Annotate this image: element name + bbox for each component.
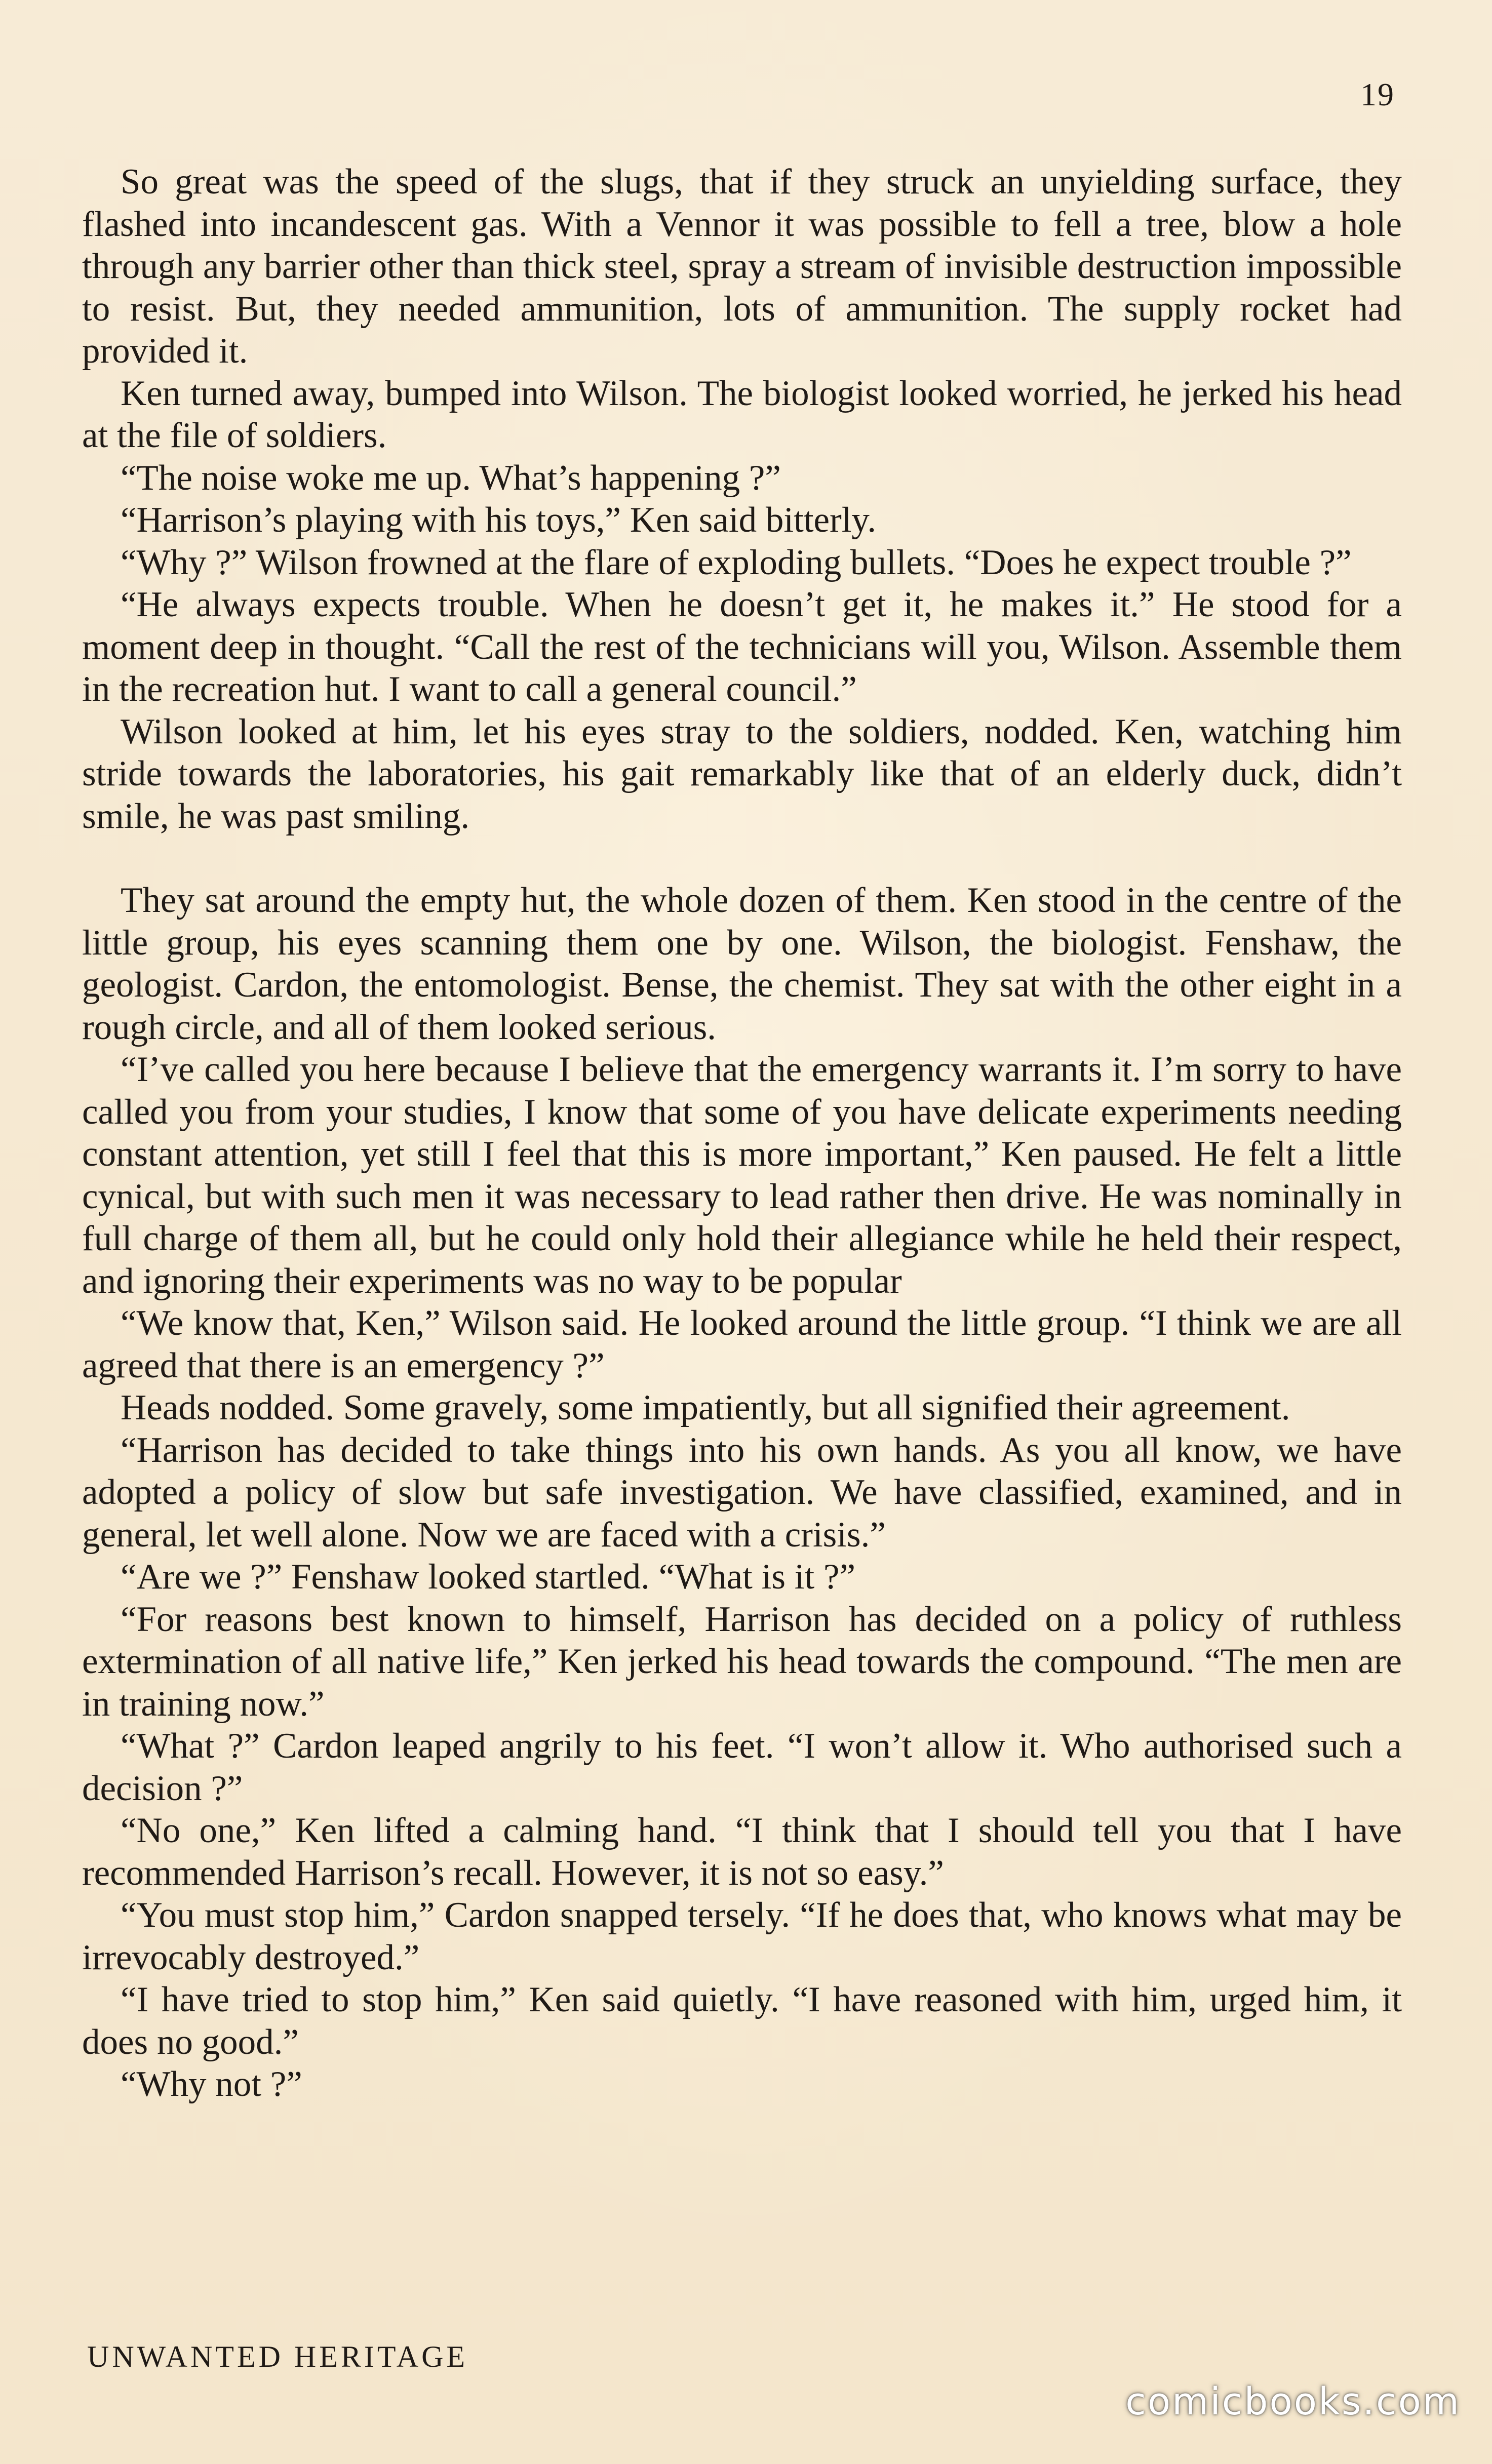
paragraph: “He always expects trouble. When he doesn’t get it, he makes it.” He stood for a moment deep in thought. “Call the rest of the technicians will you, Wilson. Assemble them in the recreation hut. I want to call a general council.” — [82, 585, 1402, 709]
paragraph: “The noise woke me up. What’s happening ?” — [121, 458, 781, 498]
paragraph: “You must stop him,” Cardon snapped tersely. “If he does that, who knows what may be irrevocably destroyed.” — [82, 1895, 1402, 1977]
paragraph: So great was the speed of the slugs, that if they struck an unyielding surface, they flashed into incandescent gas. With a Vennor it was possible to fell a tree, blow a hole through any barrier other than thick steel, spray a stream of invisible destruction impossible to resist. But, they needed ammunition, lots of ammunition. The supply rocket had provided it. — [82, 162, 1402, 371]
paragraph: “Harrison has decided to take things into his own hands. As you all know, we have adopted a policy of slow but safe investigation. We have classified, examined, and in general, let well alone. Now we are faced with a crisis.” — [82, 1430, 1402, 1555]
page-number: 19 — [1360, 76, 1395, 112]
paragraph: “No one,” Ken lifted a calming hand. “I think that I should tell you that I have recommended Harrison’s recall. However, it is not so easy.” — [82, 1811, 1402, 1893]
paragraph: Wilson looked at him, let his eyes stray to the soldiers, nodded. Ken, watching him stride towards the laboratories, his gait remarkably like that of an elderly duck, didn’t smile, he was past smiling. — [82, 711, 1402, 836]
paragraph: Heads nodded. Some gravely, some impatiently, but all signified their agreement. — [121, 1388, 1290, 1427]
paragraph: “I have tried to stop him,” Ken said quietly. “I have reasoned with him, urged him, it does no good.” — [82, 1980, 1402, 2062]
paragraph: “What ?” Cardon leaped angrily to his feet. “I won’t allow it. Who authorised such a decision ?” — [82, 1726, 1402, 1808]
paragraph: “I’ve called you here because I believe that the emergency warrants it. I’m sorry to have called you from your studies, I know that some of you have delicate experiments needing constant attention, yet still I feel that this is more important,” Ken paused. He felt a little cynical, but with such men it was necessary to lead rather then drive. He was nominally in full charge of them all, but he could only hold their allegiance while he held their respect, and ignoring their experiments was no way to be popular — [82, 1050, 1402, 1301]
running-footer: UNWANTED HERITAGE — [87, 2340, 468, 2373]
paragraph: “Are we ?” Fenshaw looked startled. “What is it ?” — [121, 1557, 855, 1597]
body-text — [82, 161, 1402, 2106]
paragraph: They sat around the empty hut, the whole dozen of them. Ken stood in the centre of the little group, his eyes scanning them one by one. Wilson, the biologist. Fenshaw, the geologist. Cardon, the entomologist. Bense, the chemist. They sat with the other eight in a rough circle, and all of them looked serious. — [82, 881, 1402, 1047]
paragraph: Ken turned away, bumped into Wilson. The biologist looked worried, he jerked his head at the file of soldiers. — [82, 373, 1402, 455]
watermark: comicbooks.com — [1125, 2380, 1461, 2423]
section-break — [82, 838, 1402, 880]
paragraph: “Why ?” Wilson frowned at the flare of exploding bullets. “Does he expect trouble ?” — [121, 542, 1352, 582]
paragraph: “Why not ?” — [121, 2064, 302, 2104]
paragraph: “Harrison’s playing with his toys,” Ken said bitterly. — [121, 500, 877, 540]
paragraph: “We know that, Ken,” Wilson said. He looked around the little group. “I think we are all agreed that there is an emergency ?” — [82, 1303, 1402, 1385]
paragraph: “For reasons best known to himself, Harrison has decided on a policy of ruthless extermination of all native life,” Ken jerked his head towards the compound. “The men are in training now.” — [82, 1599, 1402, 1724]
